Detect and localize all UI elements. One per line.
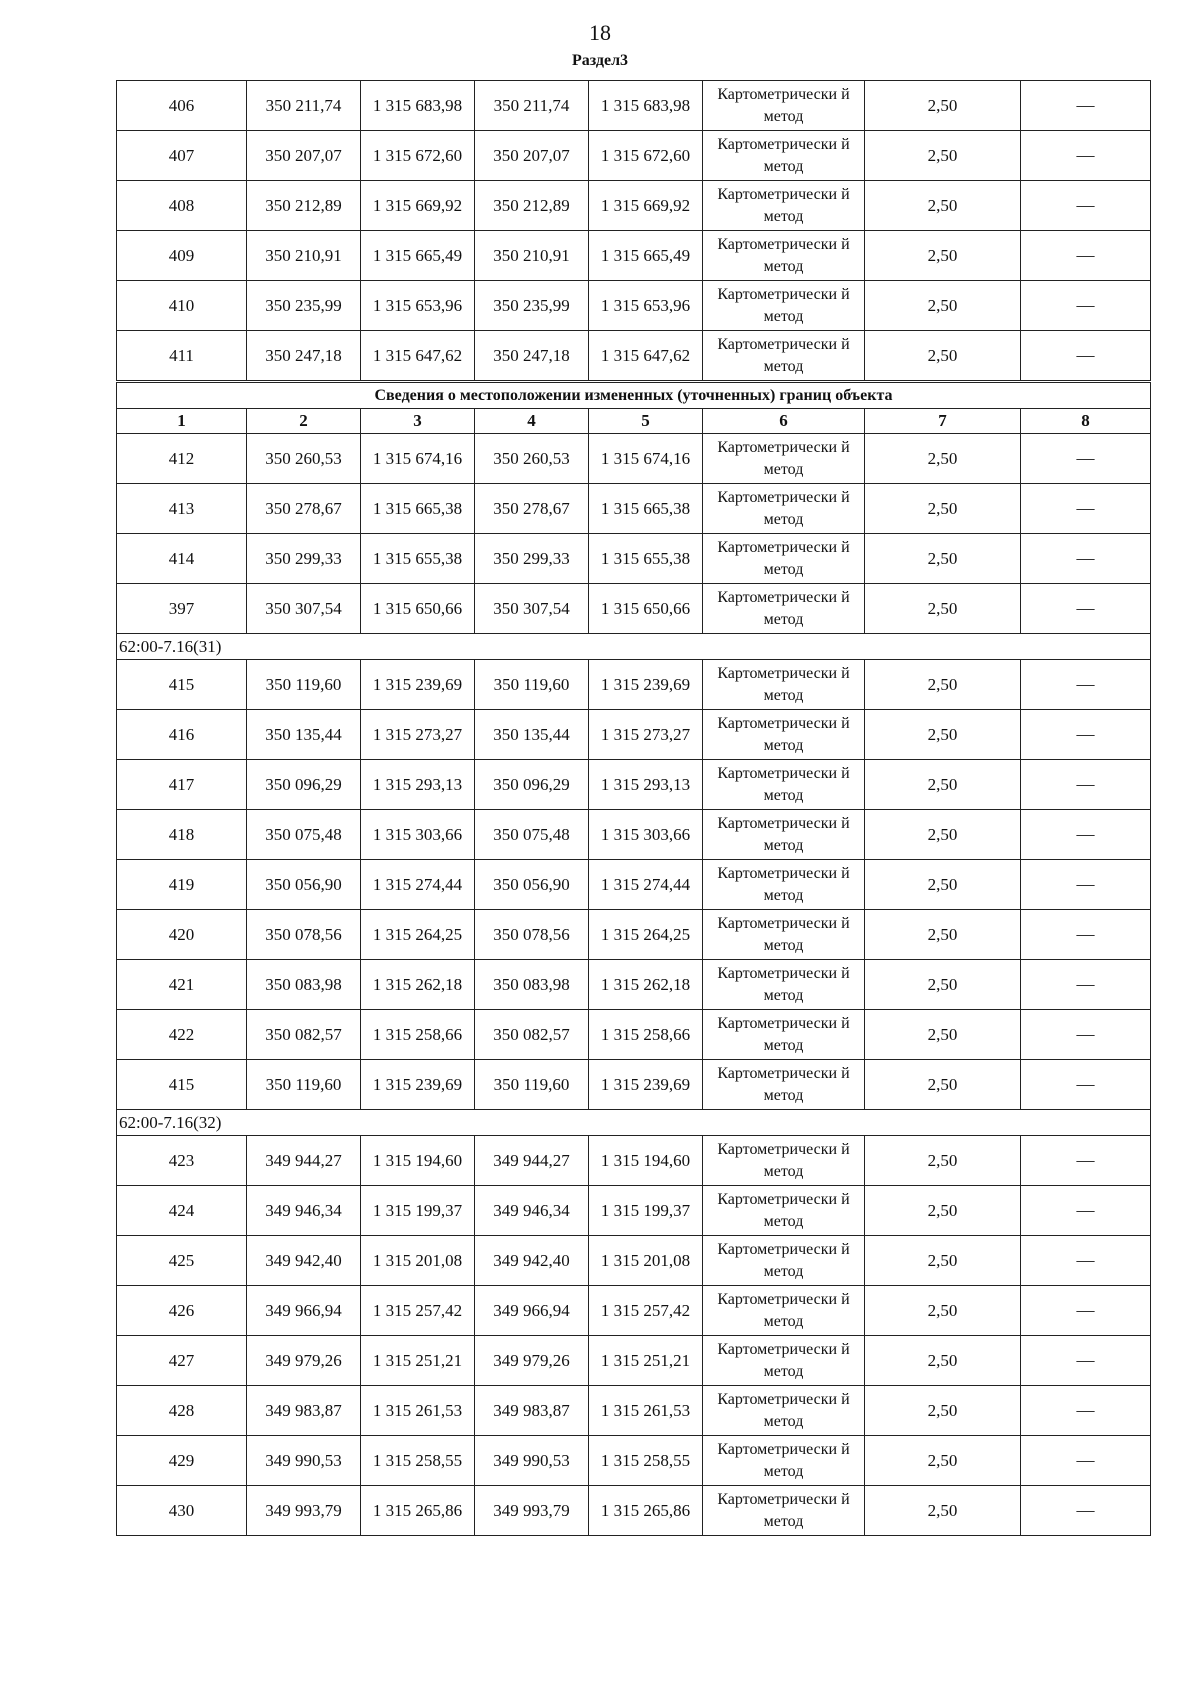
new-y-cell: 1 315 264,25 xyxy=(589,910,703,960)
accuracy-cell: 2,50 xyxy=(865,131,1021,181)
description-cell: — xyxy=(1021,1386,1151,1436)
accuracy-cell: 2,50 xyxy=(865,860,1021,910)
table-row xyxy=(117,434,1151,484)
description-cell: — xyxy=(1021,1010,1151,1060)
method-cell: Картометрически й метод xyxy=(703,131,865,181)
description-cell: — xyxy=(1021,760,1151,810)
point-number-cell: 415 xyxy=(117,660,247,710)
point-number-cell: 417 xyxy=(117,760,247,810)
new-y-cell: 1 315 303,66 xyxy=(589,810,703,860)
accuracy-cell: 2,50 xyxy=(865,910,1021,960)
description-cell: — xyxy=(1021,434,1151,484)
existing-x-cell: 349 942,40 xyxy=(247,1236,361,1286)
new-y-cell: 1 315 261,53 xyxy=(589,1386,703,1436)
new-x-cell: 350 135,44 xyxy=(475,710,589,760)
method-cell: Картометрически й метод xyxy=(703,534,865,584)
new-y-cell: 1 315 683,98 xyxy=(589,81,703,131)
method-cell: Картометрически й метод xyxy=(703,1336,865,1386)
new-y-cell: 1 315 194,60 xyxy=(589,1136,703,1186)
new-x-cell: 350 278,67 xyxy=(475,484,589,534)
new-y-cell: 1 315 257,42 xyxy=(589,1286,703,1336)
new-x-cell: 349 944,27 xyxy=(475,1136,589,1186)
table-row xyxy=(117,1236,1151,1286)
new-x-cell: 350 056,90 xyxy=(475,860,589,910)
new-x-cell: 349 990,53 xyxy=(475,1436,589,1486)
existing-y-cell: 1 315 199,37 xyxy=(361,1186,475,1236)
new-y-cell: 1 315 265,86 xyxy=(589,1486,703,1536)
table-row xyxy=(117,1286,1151,1336)
existing-y-cell: 1 315 303,66 xyxy=(361,810,475,860)
existing-y-cell: 1 315 251,21 xyxy=(361,1336,475,1386)
existing-y-cell: 1 315 201,08 xyxy=(361,1236,475,1286)
accuracy-cell: 2,50 xyxy=(865,434,1021,484)
existing-y-cell: 1 315 264,25 xyxy=(361,910,475,960)
existing-x-cell: 350 207,07 xyxy=(247,131,361,181)
existing-y-cell: 1 315 672,60 xyxy=(361,131,475,181)
column-number-header: 4 xyxy=(475,409,589,434)
method-cell: Картометрически й метод xyxy=(703,710,865,760)
description-cell: — xyxy=(1021,584,1151,634)
method-cell: Картометрически й метод xyxy=(703,1486,865,1536)
description-cell: — xyxy=(1021,660,1151,710)
point-number-cell: 414 xyxy=(117,534,247,584)
table-row xyxy=(117,1136,1151,1186)
column-number-header: 1 xyxy=(117,409,247,434)
description-cell: — xyxy=(1021,710,1151,760)
accuracy-cell: 2,50 xyxy=(865,710,1021,760)
accuracy-cell: 2,50 xyxy=(865,760,1021,810)
point-number-cell: 422 xyxy=(117,1010,247,1060)
new-x-cell: 349 966,94 xyxy=(475,1286,589,1336)
new-y-cell: 1 315 201,08 xyxy=(589,1236,703,1286)
method-cell: Картометрически й метод xyxy=(703,910,865,960)
existing-x-cell: 350 056,90 xyxy=(247,860,361,910)
existing-x-cell: 350 212,89 xyxy=(247,181,361,231)
accuracy-cell: 2,50 xyxy=(865,1010,1021,1060)
existing-x-cell: 350 235,99 xyxy=(247,281,361,331)
description-cell: — xyxy=(1021,534,1151,584)
accuracy-cell: 2,50 xyxy=(865,1336,1021,1386)
existing-y-cell: 1 315 239,69 xyxy=(361,1060,475,1110)
new-y-cell: 1 315 293,13 xyxy=(589,760,703,810)
point-number-cell: 430 xyxy=(117,1486,247,1536)
point-number-cell: 427 xyxy=(117,1336,247,1386)
new-y-cell: 1 315 674,16 xyxy=(589,434,703,484)
accuracy-cell: 2,50 xyxy=(865,181,1021,231)
table-row xyxy=(117,81,1151,131)
table-row xyxy=(117,960,1151,1010)
method-cell: Картометрически й метод xyxy=(703,660,865,710)
existing-y-cell: 1 315 293,13 xyxy=(361,760,475,810)
existing-x-cell: 350 096,29 xyxy=(247,760,361,810)
method-cell: Картометрически й метод xyxy=(703,281,865,331)
column-number-header: 3 xyxy=(361,409,475,434)
existing-x-cell: 350 210,91 xyxy=(247,231,361,281)
new-y-cell: 1 315 647,62 xyxy=(589,331,703,382)
point-number-cell: 407 xyxy=(117,131,247,181)
existing-x-cell: 350 075,48 xyxy=(247,810,361,860)
table-caption-text: Сведения о местоположении измененных (уточненных) границ объекта xyxy=(117,382,1151,409)
existing-x-cell: 350 083,98 xyxy=(247,960,361,1010)
table-row xyxy=(117,181,1151,231)
existing-x-cell: 349 966,94 xyxy=(247,1286,361,1336)
table-row xyxy=(117,131,1151,181)
new-y-cell: 1 315 239,69 xyxy=(589,1060,703,1110)
accuracy-cell: 2,50 xyxy=(865,810,1021,860)
existing-x-cell: 350 078,56 xyxy=(247,910,361,960)
table-row xyxy=(117,810,1151,860)
point-number-cell: 424 xyxy=(117,1186,247,1236)
parcel-label-text: 62:00-7.16(32) xyxy=(117,1110,1151,1136)
table-row xyxy=(117,1436,1151,1486)
accuracy-cell: 2,50 xyxy=(865,331,1021,382)
table-row xyxy=(117,534,1151,584)
parcel-label xyxy=(117,634,1151,660)
new-x-cell: 349 979,26 xyxy=(475,1336,589,1386)
new-x-cell: 349 942,40 xyxy=(475,1236,589,1286)
column-number-header: 6 xyxy=(703,409,865,434)
existing-x-cell: 349 944,27 xyxy=(247,1136,361,1186)
existing-x-cell: 350 299,33 xyxy=(247,534,361,584)
accuracy-cell: 2,50 xyxy=(865,960,1021,1010)
new-y-cell: 1 315 258,66 xyxy=(589,1010,703,1060)
table-row xyxy=(117,860,1151,910)
new-x-cell: 350 210,91 xyxy=(475,231,589,281)
section-title: Раздел3 xyxy=(571,52,629,69)
new-x-cell: 350 096,29 xyxy=(475,760,589,810)
new-x-cell: 349 946,34 xyxy=(475,1186,589,1236)
existing-y-cell: 1 315 261,53 xyxy=(361,1386,475,1436)
new-x-cell: 350 211,74 xyxy=(475,81,589,131)
existing-y-cell: 1 315 669,92 xyxy=(361,181,475,231)
coordinates-table xyxy=(116,80,1151,1536)
existing-x-cell: 350 082,57 xyxy=(247,1010,361,1060)
new-x-cell: 350 307,54 xyxy=(475,584,589,634)
existing-x-cell: 349 990,53 xyxy=(247,1436,361,1486)
accuracy-cell: 2,50 xyxy=(865,534,1021,584)
description-cell: — xyxy=(1021,1236,1151,1286)
table-caption xyxy=(117,382,1151,409)
new-x-cell: 350 083,98 xyxy=(475,960,589,1010)
description-cell: — xyxy=(1021,960,1151,1010)
new-x-cell: 350 119,60 xyxy=(475,660,589,710)
table-row xyxy=(117,331,1151,382)
accuracy-cell: 2,50 xyxy=(865,1386,1021,1436)
table-row xyxy=(117,1386,1151,1436)
description-cell: — xyxy=(1021,1336,1151,1386)
new-x-cell: 350 082,57 xyxy=(475,1010,589,1060)
method-cell: Картометрически й метод xyxy=(703,1286,865,1336)
point-number-cell: 421 xyxy=(117,960,247,1010)
existing-x-cell: 350 307,54 xyxy=(247,584,361,634)
description-cell: — xyxy=(1021,484,1151,534)
description-cell: — xyxy=(1021,81,1151,131)
existing-x-cell: 350 247,18 xyxy=(247,331,361,382)
new-x-cell: 349 983,87 xyxy=(475,1386,589,1436)
existing-y-cell: 1 315 655,38 xyxy=(361,534,475,584)
accuracy-cell: 2,50 xyxy=(865,1136,1021,1186)
column-number-header: 2 xyxy=(247,409,361,434)
method-cell: Картометрически й метод xyxy=(703,1010,865,1060)
method-cell: Картометрически й метод xyxy=(703,81,865,131)
existing-x-cell: 350 135,44 xyxy=(247,710,361,760)
description-cell: — xyxy=(1021,860,1151,910)
description-cell: — xyxy=(1021,281,1151,331)
point-number-cell: 425 xyxy=(117,1236,247,1286)
table-row xyxy=(117,760,1151,810)
column-numbers-row xyxy=(117,409,1151,434)
method-cell: Картометрически й метод xyxy=(703,860,865,910)
method-cell: Картометрически й метод xyxy=(703,331,865,382)
existing-y-cell: 1 315 262,18 xyxy=(361,960,475,1010)
point-number-cell: 412 xyxy=(117,434,247,484)
method-cell: Картометрически й метод xyxy=(703,231,865,281)
existing-x-cell: 350 278,67 xyxy=(247,484,361,534)
method-cell: Картометрически й метод xyxy=(703,1236,865,1286)
point-number-cell: 426 xyxy=(117,1286,247,1336)
existing-y-cell: 1 315 665,38 xyxy=(361,484,475,534)
existing-y-cell: 1 315 265,86 xyxy=(361,1486,475,1536)
new-x-cell: 350 075,48 xyxy=(475,810,589,860)
new-x-cell: 350 247,18 xyxy=(475,331,589,382)
table-row xyxy=(117,1060,1151,1110)
accuracy-cell: 2,50 xyxy=(865,584,1021,634)
method-cell: Картометрически й метод xyxy=(703,1436,865,1486)
existing-y-cell: 1 315 665,49 xyxy=(361,231,475,281)
point-number-cell: 397 xyxy=(117,584,247,634)
existing-x-cell: 350 119,60 xyxy=(247,1060,361,1110)
new-y-cell: 1 315 653,96 xyxy=(589,281,703,331)
new-x-cell: 350 235,99 xyxy=(475,281,589,331)
accuracy-cell: 2,50 xyxy=(865,1236,1021,1286)
description-cell: — xyxy=(1021,331,1151,382)
table-row xyxy=(117,1010,1151,1060)
table-row xyxy=(117,1336,1151,1386)
existing-y-cell: 1 315 257,42 xyxy=(361,1286,475,1336)
new-x-cell: 350 207,07 xyxy=(475,131,589,181)
new-x-cell: 350 119,60 xyxy=(475,1060,589,1110)
method-cell: Картометрически й метод xyxy=(703,760,865,810)
description-cell: — xyxy=(1021,1136,1151,1186)
table-row xyxy=(117,1486,1151,1536)
column-number-header: 5 xyxy=(589,409,703,434)
column-number-header: 7 xyxy=(865,409,1021,434)
new-x-cell: 350 078,56 xyxy=(475,910,589,960)
existing-x-cell: 349 946,34 xyxy=(247,1186,361,1236)
new-x-cell: 350 212,89 xyxy=(475,181,589,231)
description-cell: — xyxy=(1021,1286,1151,1336)
existing-y-cell: 1 315 258,55 xyxy=(361,1436,475,1486)
description-cell: — xyxy=(1021,910,1151,960)
point-number-cell: 413 xyxy=(117,484,247,534)
existing-x-cell: 349 993,79 xyxy=(247,1486,361,1536)
existing-y-cell: 1 315 239,69 xyxy=(361,660,475,710)
existing-x-cell: 349 979,26 xyxy=(247,1336,361,1386)
accuracy-cell: 2,50 xyxy=(865,281,1021,331)
description-cell: — xyxy=(1021,1186,1151,1236)
method-cell: Картометрически й метод xyxy=(703,1386,865,1436)
new-y-cell: 1 315 672,60 xyxy=(589,131,703,181)
point-number-cell: 423 xyxy=(117,1136,247,1186)
existing-y-cell: 1 315 674,16 xyxy=(361,434,475,484)
new-x-cell: 350 299,33 xyxy=(475,534,589,584)
table-row xyxy=(117,710,1151,760)
description-cell: — xyxy=(1021,131,1151,181)
new-y-cell: 1 315 665,49 xyxy=(589,231,703,281)
point-number-cell: 416 xyxy=(117,710,247,760)
point-number-cell: 409 xyxy=(117,231,247,281)
accuracy-cell: 2,50 xyxy=(865,660,1021,710)
point-number-cell: 429 xyxy=(117,1436,247,1486)
accuracy-cell: 2,50 xyxy=(865,231,1021,281)
point-number-cell: 410 xyxy=(117,281,247,331)
point-number-cell: 406 xyxy=(117,81,247,131)
new-x-cell: 349 993,79 xyxy=(475,1486,589,1536)
table-row xyxy=(117,281,1151,331)
existing-y-cell: 1 315 683,98 xyxy=(361,81,475,131)
point-number-cell: 415 xyxy=(117,1060,247,1110)
method-cell: Картометрически й метод xyxy=(703,1136,865,1186)
new-y-cell: 1 315 262,18 xyxy=(589,960,703,1010)
parcel-label xyxy=(117,1110,1151,1136)
new-y-cell: 1 315 258,55 xyxy=(589,1436,703,1486)
new-y-cell: 1 315 199,37 xyxy=(589,1186,703,1236)
column-number-header: 8 xyxy=(1021,409,1151,434)
point-number-cell: 420 xyxy=(117,910,247,960)
method-cell: Картометрически й метод xyxy=(703,960,865,1010)
table-row xyxy=(117,660,1151,710)
new-y-cell: 1 315 251,21 xyxy=(589,1336,703,1386)
method-cell: Картометрически й метод xyxy=(703,434,865,484)
accuracy-cell: 2,50 xyxy=(865,484,1021,534)
accuracy-cell: 2,50 xyxy=(865,1436,1021,1486)
point-number-cell: 418 xyxy=(117,810,247,860)
description-cell: — xyxy=(1021,810,1151,860)
new-y-cell: 1 315 655,38 xyxy=(589,534,703,584)
existing-y-cell: 1 315 653,96 xyxy=(361,281,475,331)
method-cell: Картометрически й метод xyxy=(703,810,865,860)
table-row xyxy=(117,1186,1151,1236)
existing-x-cell: 350 211,74 xyxy=(247,81,361,131)
description-cell: — xyxy=(1021,1486,1151,1536)
point-number-cell: 419 xyxy=(117,860,247,910)
table-row xyxy=(117,910,1151,960)
page-number: 18 xyxy=(589,20,611,45)
point-number-cell: 408 xyxy=(117,181,247,231)
accuracy-cell: 2,50 xyxy=(865,1060,1021,1110)
description-cell: — xyxy=(1021,181,1151,231)
accuracy-cell: 2,50 xyxy=(865,1486,1021,1536)
existing-y-cell: 1 315 647,62 xyxy=(361,331,475,382)
accuracy-cell: 2,50 xyxy=(865,1286,1021,1336)
existing-y-cell: 1 315 258,66 xyxy=(361,1010,475,1060)
accuracy-cell: 2,50 xyxy=(865,1186,1021,1236)
point-number-cell: 428 xyxy=(117,1386,247,1436)
description-cell: — xyxy=(1021,231,1151,281)
method-cell: Картометрически й метод xyxy=(703,1186,865,1236)
existing-x-cell: 350 260,53 xyxy=(247,434,361,484)
parcel-label-text: 62:00-7.16(31) xyxy=(117,634,1151,660)
new-x-cell: 350 260,53 xyxy=(475,434,589,484)
new-y-cell: 1 315 274,44 xyxy=(589,860,703,910)
method-cell: Картометрически й метод xyxy=(703,584,865,634)
existing-y-cell: 1 315 274,44 xyxy=(361,860,475,910)
table-row xyxy=(117,584,1151,634)
existing-y-cell: 1 315 650,66 xyxy=(361,584,475,634)
method-cell: Картометрически й метод xyxy=(703,181,865,231)
table-body xyxy=(117,81,1151,1536)
new-y-cell: 1 315 650,66 xyxy=(589,584,703,634)
description-cell: — xyxy=(1021,1436,1151,1486)
accuracy-cell: 2,50 xyxy=(865,81,1021,131)
existing-y-cell: 1 315 273,27 xyxy=(361,710,475,760)
new-y-cell: 1 315 665,38 xyxy=(589,484,703,534)
table-row xyxy=(117,484,1151,534)
table-row xyxy=(117,231,1151,281)
point-number-cell: 411 xyxy=(117,331,247,382)
existing-x-cell: 350 119,60 xyxy=(247,660,361,710)
new-y-cell: 1 315 273,27 xyxy=(589,710,703,760)
method-cell: Картометрически й метод xyxy=(703,1060,865,1110)
new-y-cell: 1 315 239,69 xyxy=(589,660,703,710)
existing-x-cell: 349 983,87 xyxy=(247,1386,361,1436)
description-cell: — xyxy=(1021,1060,1151,1110)
existing-y-cell: 1 315 194,60 xyxy=(361,1136,475,1186)
method-cell: Картометрически й метод xyxy=(703,484,865,534)
new-y-cell: 1 315 669,92 xyxy=(589,181,703,231)
